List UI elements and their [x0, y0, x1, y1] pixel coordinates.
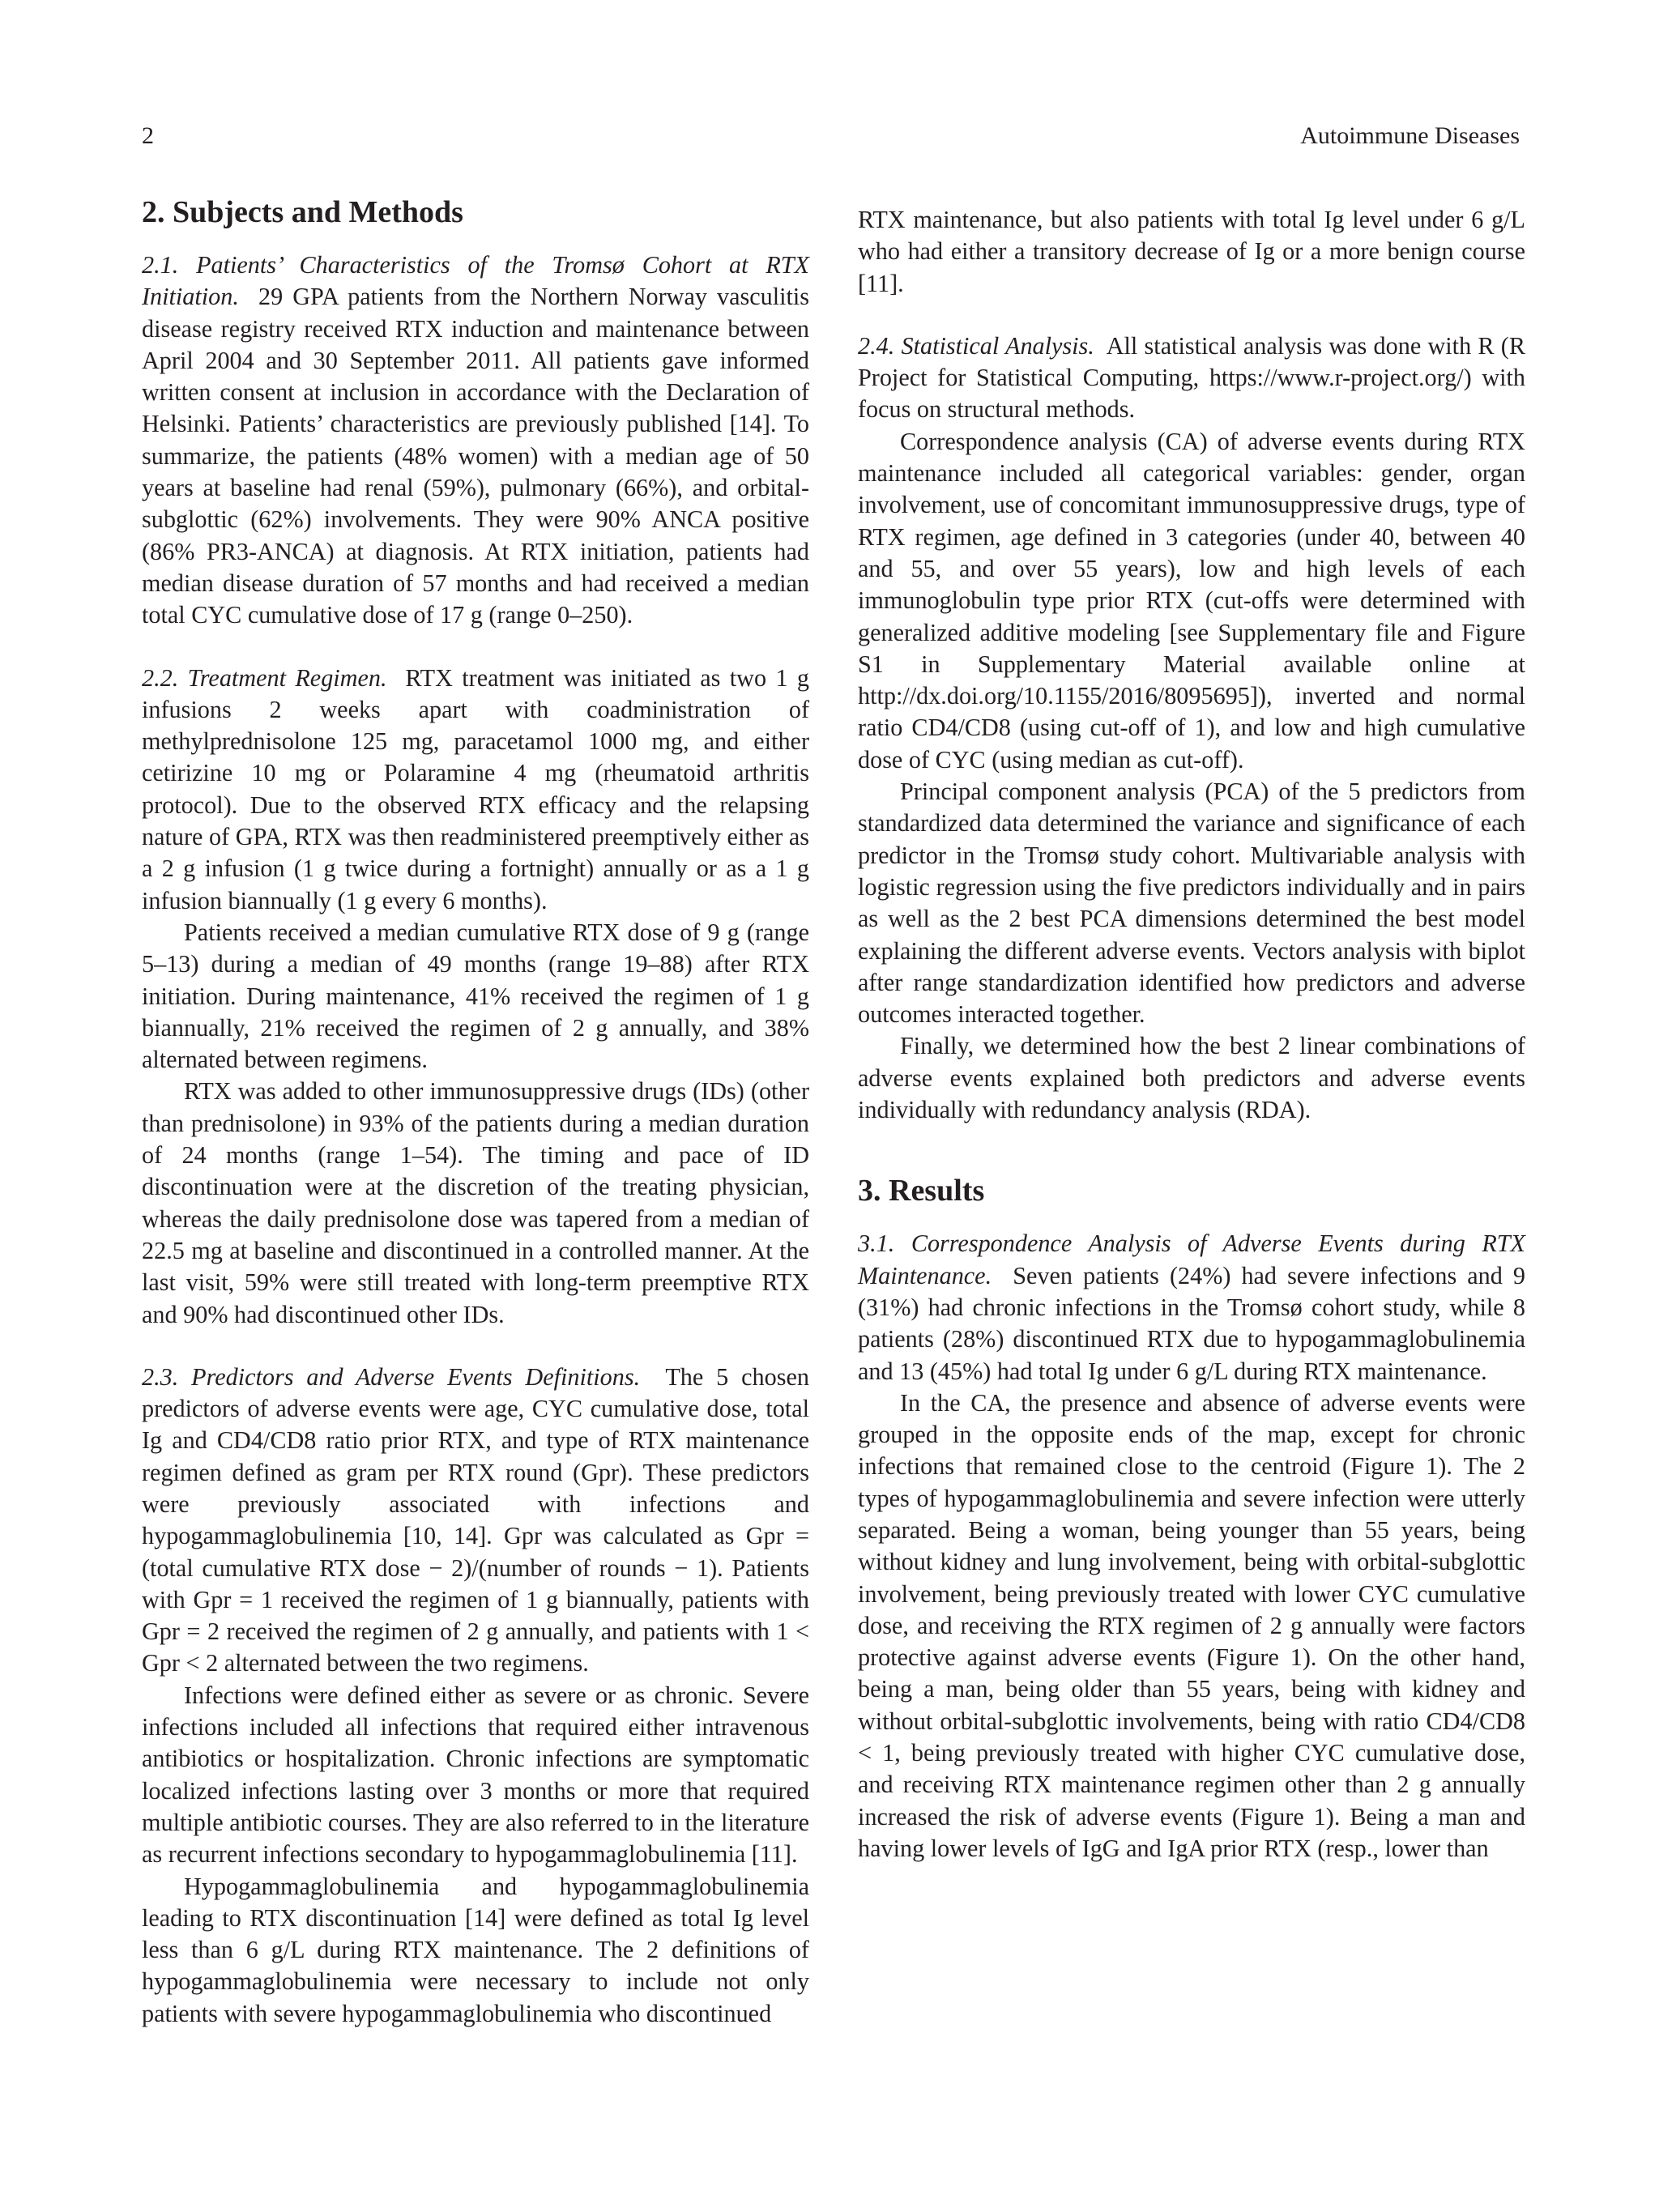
subsection-title: 2.2. Treatment Regimen. — [142, 663, 387, 692]
paragraph — [858, 1228, 1525, 1387]
paragraph: Correspondence analysis (CA) of adverse events during RTX maintenance included all categorical variables: gender, organ involvement, use of concomitant immunosuppressive drugs, type of RTX regimen, age defined in 3 categories (under 40, between 40 and 55, and over 55 years), low and high levels of each immunoglobulin type prior RTX (cut-offs were determined with generalized additive modeling [see Supplementary file and Figure S1 in Supplementary Material available online at http://dx.doi.org/10.1155/2016/8095695]), inverted and normal ratio CD4/CD8 (using cut-off of 1), and low and high cumulative dose of CYC (using median as cut-off). — [858, 427, 1525, 774]
subsection-title: 2.3. Predictors and Adverse Events Definitions. — [142, 1362, 641, 1391]
paragraph-text: All statistical analysis was done with R (R Project for Statistical Computing, https://www.r-project.org/) with focus on structural methods. — [858, 331, 1525, 424]
subsection-title: 3.1. Correspondence Analysis of Adverse Events during RTX Maintenance. — [858, 1230, 1525, 1289]
paragraph: Hypogammaglobulinemia and hypogammaglobulinemia leading to RTX discontinuation [14] were defined as total Ig level less than 6 g/L during RTX maintenance. The 2 definitions of hypogammaglobulinemia were necessary to include not only patients with severe hypogammaglobulinemia who discontinued — [142, 1872, 809, 2027]
paragraph: Patients received a median cumulative RTX dose of 9 g (range 5–13) during a median of 49 months (range 19–88) after RTX initiation. During maintenance, 41% received the regimen of 1 g biannually, 21% received the regimen of 2 g annually, and 38% alternated between regimens. — [142, 918, 809, 1074]
paragraph — [142, 1362, 809, 1680]
paragraph: Principal component analysis (PCA) of the 5 predictors from standardized data determined the variance and significance of each predictor in the Tromsø study cohort. Multivariable analysis with logistic regression using the five predictors individually and in pairs as well as the 2 best PCA dimensions determined the best model explaining the different adverse events. Vectors analysis with biplot after range standardization identified how predictors and adverse outcomes interacted together. — [858, 778, 1525, 1029]
subsection-2-4 — [858, 330, 1525, 1126]
paragraph-text: 29 GPA patients from the Northern Norway vasculitis disease registry received RTX induction and maintenance between April 2004 and 30 September 2011. All patients gave informed written consent at inclusion in accordance with the Declaration of Helsinki. Patients’ characteristics are previously published [14]. To summarize, the patients (48% women) with a median age of 50 years at baseline had renal (59%), pulmonary (66%), and orbital-subglottic (62%) involvements. They were 90% ANCA positive (86% PR3-ANCA) at diagnosis. At RTX initiation, patients had median disease duration of 57 months and had received a median total CYC cumulative dose of 17 g (range 0–250). — [142, 283, 809, 629]
paragraph-text: The 5 chosen predictors of adverse events were age, CYC cumulative dose, total Ig and CD4/CD8 ratio prior RTX, and type of RTX maintenance regimen defined as gram per RTX round (Gpr). These predictors were previously associated with infections and hypogammaglobulinemia [10, 14]. Gpr was calculated as Gpr = (total cumulative RTX dose − 2)/(number of rounds − 1). Patients with Gpr = 1 received the regimen of 1 g biannually, patients with Gpr = 2 received the regimen of 2 g annually, and patients with 1 < Gpr < 2 alternated between the two regimens. — [142, 1362, 809, 1677]
subsection-title: 2.4. Statistical Analysis. — [858, 331, 1094, 360]
subsection-title: 2.1. Patients’ Characteristics of the Tromsø Cohort at RTX Initiation. — [142, 251, 809, 311]
paragraph: RTX was added to other immunosuppressive drugs (IDs) (other than prednisolone) in 93% of the patients during a median duration of 24 months (range 1–54). The timing and pace of ID discontinuation were at the discretion of the treating physician, whereas the daily prednisolone dose was tapered from a median of 22.5 mg at baseline and discontinued in a controlled manner. At the last visit, 59% were still treated with long-term preemptive RTX and 90% had discontinued other IDs. — [142, 1077, 809, 1328]
right-column — [858, 204, 1525, 1865]
paragraph: Finally, we determined how the best 2 linear combinations of adverse events explained both predictors and adverse events individually with redundancy analysis (RDA). — [858, 1032, 1525, 1124]
paragraph-continuation: RTX maintenance, but also patients with total Ig level under 6 g/L who had either a transitory decrease of Ig or a more benign course [11]. — [858, 206, 1525, 297]
journal-name: Autoimmune Diseases — [1300, 122, 1520, 149]
page-number: 2 — [142, 122, 154, 149]
section-title-methods: 2. Subjects and Methods — [142, 195, 463, 229]
paragraph: Infections were defined either as severe or as chronic. Severe infections included all infections that required either intravenous antibiotics or hospitalization. Chronic infections are symptomatic localized infections lasting over 3 months or more that required multiple antibiotic courses. They are also referred to in the literature as recurrent infections secondary to hypogammaglobulinemia [11]. — [142, 1681, 809, 1869]
paragraph: In the CA, the presence and absence of adverse events were grouped in the opposite ends of the map, except for chronic infections that remained close to the centroid (Figure 1). The 2 types of hypogammaglobulinemia and severe infection were utterly separated. Being a woman, being younger than 55 years, being without kidney and lung involvement, being with orbital-subglottic involvement, being previously treated with lower CYC cumulative dose, and receiving the RTX regimen of 2 g annually were factors protective against adverse events (Figure 1). On the other hand, being a man, being older than 55 years, being with kidney and without orbital-subglottic involvements, being with ratio CD4/CD8 < 1, being previously treated with higher CYC cumulative dose, and receiving RTX maintenance regimen other than 2 g annually increased the risk of adverse events (Figure 1). Being a man and having lower levels of IgG and IgA prior RTX (resp., lower than — [858, 1388, 1525, 1862]
paragraph — [142, 249, 809, 632]
paragraph — [142, 663, 809, 917]
subsection-3-1 — [858, 1228, 1525, 1865]
subsection-2-1 — [142, 249, 809, 632]
paragraph — [858, 330, 1525, 426]
paragraph-text: RTX treatment was initiated as two 1 g infusions 2 weeks apart with coadministration of methylprednisolone 125 mg, paracetamol 1000 mg, and either cetirizine 10 mg or Polaramine 4 mg (rheumatoid arthritis protocol). Due to the observed RTX efficacy and the relapsing nature of GPA, RTX was then readministered preemptively either as a 2 g infusion (1 g twice during a fortnight) annually or as a 1 g infusion biannually (1 g every 6 months). — [142, 663, 810, 914]
subsection-2-2 — [142, 663, 809, 1331]
left-column — [142, 193, 809, 2030]
paragraph-text: Seven patients (24%) had severe infections and 9 (31%) had chronic infections in the Tromsø cohort study, while 8 patients (28%) discontinued RTX due to hypogammaglobulinemia and 13 (45%) had total Ig under 6 g/L during RTX maintenance. — [858, 1261, 1525, 1385]
subsection-2-3 — [142, 1362, 809, 2030]
section-title-results: 3. Results — [858, 1174, 985, 1208]
